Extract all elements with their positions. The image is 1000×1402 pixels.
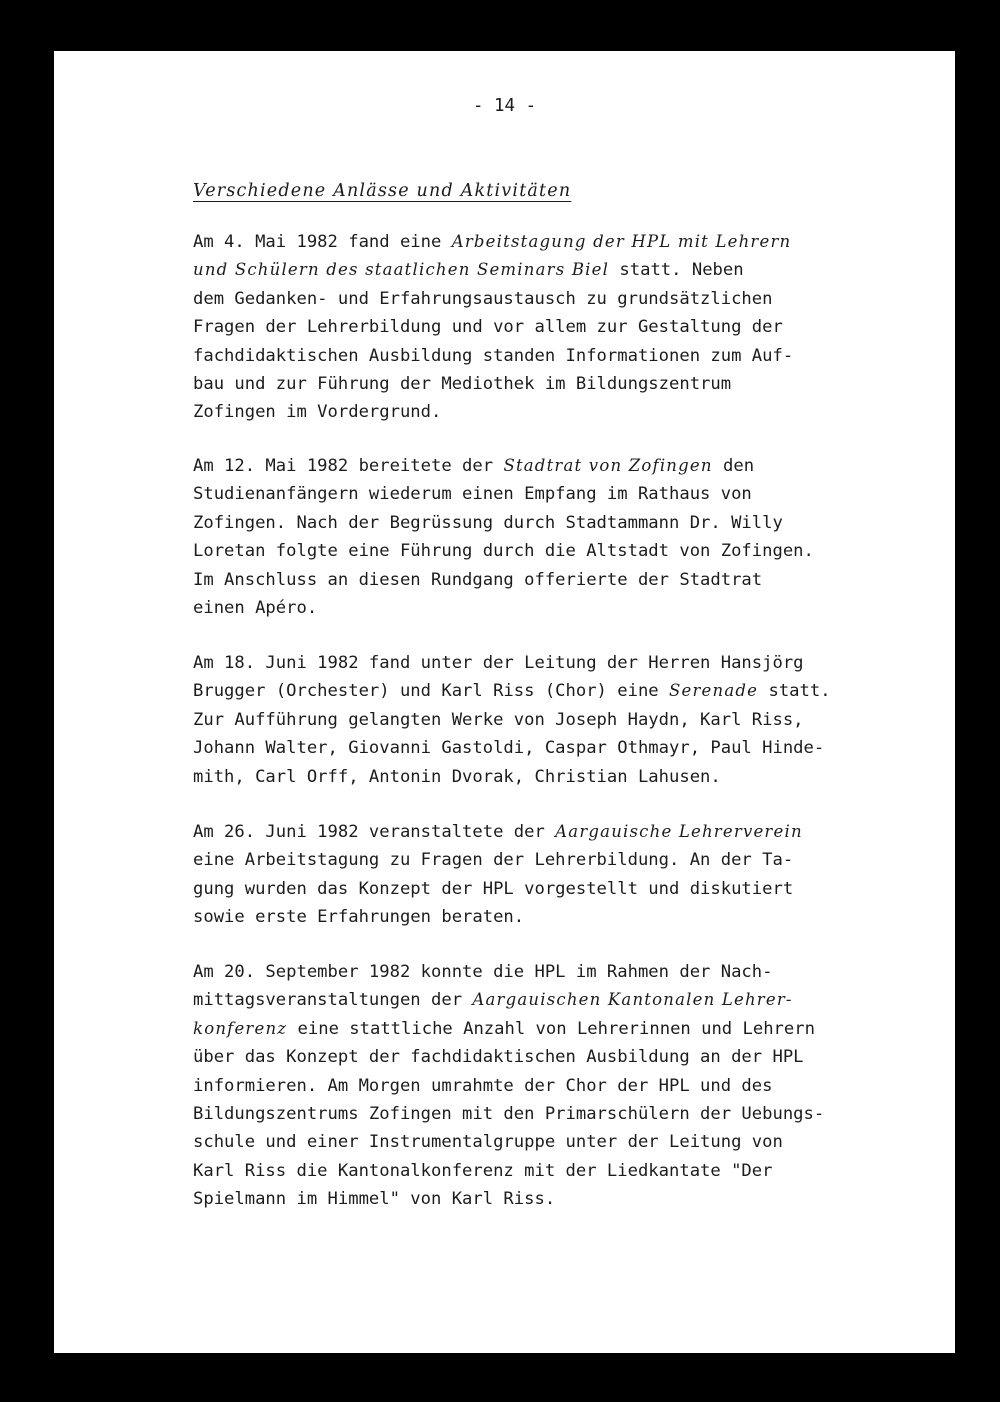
text-line <box>193 1128 893 1156</box>
text-line <box>193 1185 893 1213</box>
italic-term: Stadtrat von Zofingen <box>503 456 713 475</box>
text-line <box>193 649 893 677</box>
text-segment: eine stattliche Anzahl von Lehrerinnen und Lehrern <box>287 1018 815 1039</box>
text-line <box>193 452 893 480</box>
text-segment: Bildungszentrums Zofingen mit den Primarschülern der Uebungs- <box>193 1104 825 1125</box>
text-segment: Brugger (Orchester) und Karl Riss (Chor) eine <box>193 681 669 702</box>
italic-term: Aargauische Lehrerverein <box>555 822 803 841</box>
text-line <box>193 818 893 846</box>
paragraph <box>193 958 893 1214</box>
text-segment: schule und einer Instrumentalgruppe unter der Leitung von <box>193 1132 783 1153</box>
paragraph <box>193 818 893 932</box>
text-segment: Fragen der Lehrerbildung und vor allem zur Gestaltung der <box>193 317 783 338</box>
text-segment: Zofingen im Vordergrund. <box>193 402 442 423</box>
text-segment: Studienanfängern wiederum einen Empfang im Rathaus von <box>193 484 752 505</box>
text-segment: Am 20. September 1982 konnte die HPL im Rahmen der Nach- <box>193 962 773 982</box>
text-line <box>193 398 893 426</box>
text-line <box>193 594 893 622</box>
document-page <box>54 51 955 1353</box>
text-line <box>193 958 893 986</box>
text-line <box>193 1157 893 1185</box>
text-segment: bau und zur Führung der Mediothek im Bildungszentrum <box>193 374 732 395</box>
text-segment: Spielmann im Himmel" von Karl Riss. <box>193 1189 556 1210</box>
text-segment: Am 4. Mai 1982 fand eine <box>193 232 452 252</box>
text-segment: Zur Aufführung gelangten Werke von Joseph Haydn, Karl Riss, <box>193 709 804 730</box>
text-segment: einen Apéro. <box>193 598 318 619</box>
text-segment: Loretan folgte eine Führung durch die Altstadt von Zofingen. <box>193 541 814 562</box>
text-line <box>193 509 893 537</box>
text-segment: Karl Riss die Kantonalkonferenz mit der Liedkantate "Der <box>193 1160 773 1181</box>
text-segment: gung wurden das Konzept der HPL vorgestellt und diskutiert <box>193 878 794 899</box>
paragraph <box>193 228 893 427</box>
text-segment: statt. Neben <box>609 260 744 281</box>
text-line <box>193 566 893 594</box>
text-segment: Im Anschluss an diesen Rundgang offerierte der Stadtrat <box>193 569 763 590</box>
text-segment: mith, Carl Orff, Antonin Dvorak, Christian Lahusen. <box>193 766 721 787</box>
text-line <box>193 734 893 762</box>
italic-term: Arbeitstagung der HPL mit Lehrern <box>451 232 792 251</box>
italic-term: Aargauischen Kantonalen Lehrer- <box>472 990 793 1010</box>
text-line <box>193 256 893 284</box>
text-line <box>193 986 893 1014</box>
text-line <box>193 285 893 313</box>
text-line <box>193 1043 893 1071</box>
text-line <box>193 677 893 705</box>
text-line <box>193 875 893 903</box>
text-line <box>193 313 893 341</box>
text-line <box>193 1072 893 1100</box>
text-segment: Am 18. Juni 1982 fand unter der Leitung der Herren Hansjörg <box>193 653 804 673</box>
section-heading: Verschiedene Anlässe und Aktivitäten <box>193 181 572 201</box>
text-segment: informieren. Am Morgen umrahmte der Chor der HPL und des <box>193 1075 773 1096</box>
text-segment: dem Gedanken- und Erfahrungsaustausch zu grundsätzlichen <box>193 288 773 309</box>
text-line <box>193 537 893 565</box>
paragraph <box>193 649 893 791</box>
text-line <box>193 1015 893 1043</box>
text-segment: mittagsveranstaltungen der <box>193 990 473 1011</box>
text-line <box>193 1100 893 1128</box>
text-segment: sowie erste Erfahrungen beraten. <box>193 907 525 928</box>
text-line <box>193 903 893 931</box>
text-segment: Am 12. Mai 1982 bereitete der <box>193 456 504 476</box>
text-segment: Am 26. Juni 1982 veranstaltete der <box>193 822 556 842</box>
text-line <box>193 228 893 256</box>
text-segment: fachdidaktischen Ausbildung standen Informationen zum Auf- <box>193 345 794 366</box>
paragraph <box>193 452 893 622</box>
text-line <box>193 370 893 398</box>
text-line <box>193 763 893 791</box>
text-segment: eine Arbeitstagung zu Fragen der Lehrerbildung. An der Ta- <box>193 850 794 871</box>
text-segment: den <box>712 456 755 476</box>
page-number: - 14 - <box>472 96 537 116</box>
text-line <box>193 342 893 370</box>
text-line <box>193 706 893 734</box>
italic-term: konferenz <box>193 1018 288 1038</box>
text-line <box>193 480 893 508</box>
italic-term: und Schülern des staatlichen Seminars Biel <box>193 260 610 280</box>
text-segment: statt. <box>758 681 831 702</box>
text-segment: Zofingen. Nach der Begrüssung durch Stadtammann Dr. Willy <box>193 512 783 533</box>
text-segment: über das Konzept der fachdidaktischen Ausbildung an der HPL <box>193 1047 804 1068</box>
text-line <box>193 846 893 874</box>
text-segment: Johann Walter, Giovanni Gastoldi, Caspar Othmayr, Paul Hinde- <box>193 738 825 759</box>
italic-term: Serenade <box>669 681 759 701</box>
